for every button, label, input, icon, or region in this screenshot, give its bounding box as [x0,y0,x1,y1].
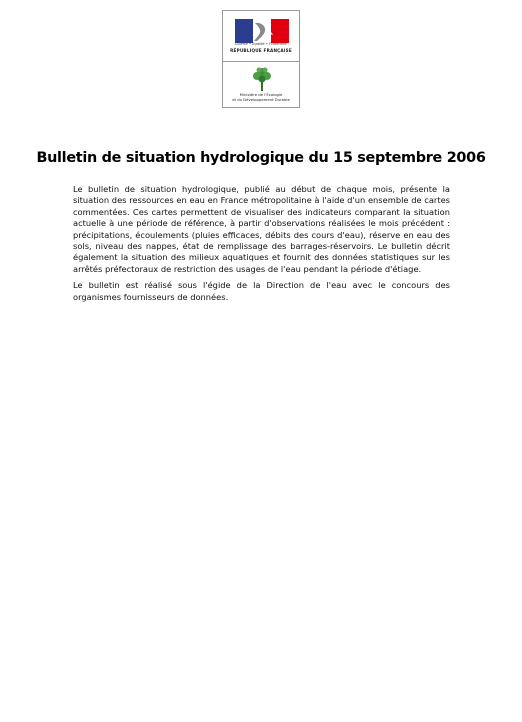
republique-francaise-text: RÉPUBLIQUE FRANÇAISE [230,48,292,53]
ministere-line-2: et du Développement Durable [232,97,290,102]
ministere-label [223,92,299,102]
paragraph-2: Le bulletin est réalisé sous l'égide de la Direction de l'eau avec le concours des organismes fournisseurs de données. [73,280,450,302]
document-title: Bulletin de situation hydrologique du 15 septembre 2006 [36,150,486,166]
paragraph-1: Le bulletin de situation hydrologique, publié au début de chaque mois, présente la situation des ressources en eau en France métropolitaine à l'aide d'un ensemble de cartes commentées. Ces cartes permettent de visualiser des indicateurs comparant la situation actuelle à une période de référence, à partir d'observations réalisées le mois précédent : précipitations, écoulements (pluies efficaces, débits des cours d'eau), réserve en eau des sols, niveau des nappes, état de remplissage des barrages-réservoirs. Le bulletin décrit également la situation des milieux aquatiques et fournit des données statistiques sur les arrêtés préfectoraux de restriction des usages de l'eau pendant la période d'étiage. [73,184,450,274]
republique-logo [223,11,299,62]
logo-block [222,10,300,108]
ministere-line-1: Ministère de l'Écologie [239,92,283,97]
devise-text: Liberté • Égalité • Fraternité [235,42,287,46]
marianne-logo-icon [235,19,289,43]
document-body [73,184,450,308]
tree-icon [250,66,274,92]
